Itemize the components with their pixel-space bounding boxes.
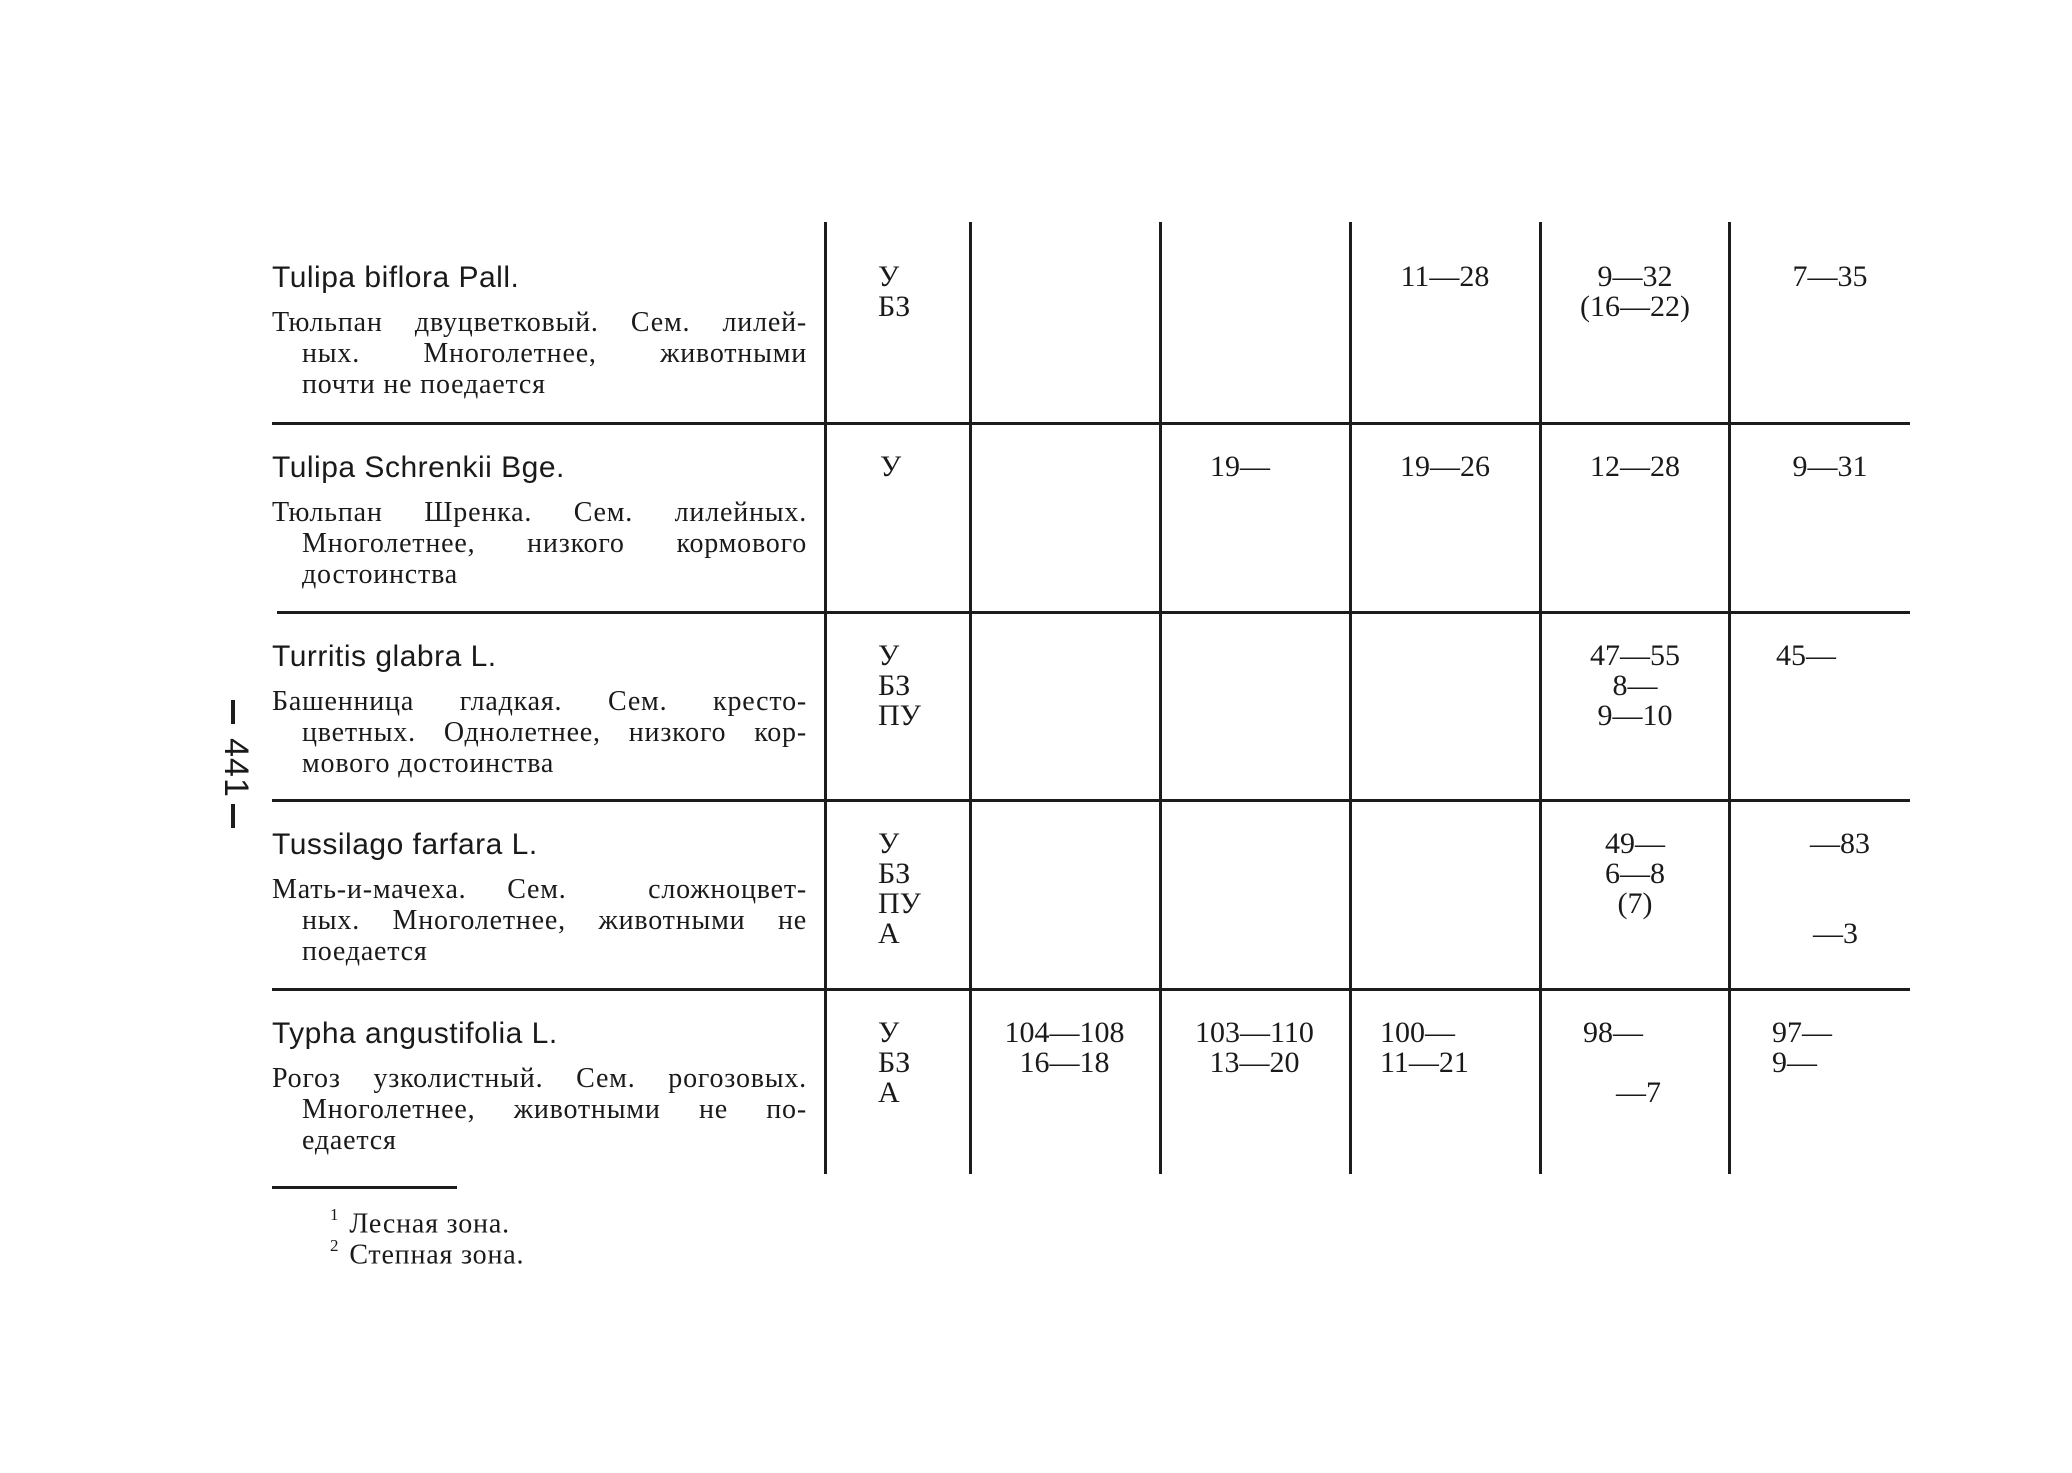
- species-entry: [272, 1018, 807, 1156]
- species-entry: [272, 829, 807, 967]
- value-cell: 19—: [1210, 450, 1270, 483]
- species-description: Башенница гладкая. Сем. кресто- цветных. Однолетнее, низкого кор- мового достоинства: [272, 686, 807, 779]
- species-description: Тюльпан Шренка. Сем. лилейных. Многолетнее, низкого кормового достоинства: [272, 497, 807, 590]
- value-cell: 9—31: [1792, 450, 1868, 483]
- latin-name: Typha angustifolia L.: [272, 1017, 558, 1050]
- zones-cell: У БЗ: [878, 260, 911, 323]
- species-description: Рогоз узколистный. Сем. рогозовых. Многолетнее, животными не по- едается: [272, 1063, 807, 1156]
- value-cell: 104—108 16—18: [1004, 1016, 1125, 1079]
- latin-name: Tussilago farfara L.: [272, 828, 538, 861]
- column-rule: [1539, 222, 1542, 1174]
- zones-cell: У БЗ ПУ А: [878, 827, 921, 950]
- footnote-mark: 1: [330, 1205, 340, 1224]
- row-separator: [272, 422, 1910, 425]
- value-cell: 19—26: [1400, 450, 1490, 483]
- species-entry: [272, 641, 807, 779]
- value-cell: —83: [1810, 827, 1870, 860]
- value-cell: 97— 9—: [1772, 1016, 1832, 1079]
- column-rule: [1728, 222, 1731, 1174]
- value-cell: 100— 11—21: [1380, 1016, 1469, 1079]
- column-rule: [824, 222, 827, 1174]
- row-separator: [277, 611, 1910, 614]
- species-description: Тюльпан двуцветковый. Сем. лилей- ных. Многолетнее, животными почти не поедается: [272, 307, 807, 400]
- row-separator: [272, 799, 1910, 802]
- page-number: [210, 700, 270, 850]
- zones-cell: У БЗ ПУ: [878, 639, 921, 732]
- column-rule: [1349, 222, 1352, 1174]
- value-cell: 11—28: [1400, 260, 1490, 293]
- species-description: Мать-и-мачеха. Сем. сложноцвет- ных. Многолетнее, животными не поедается: [272, 874, 807, 967]
- value-cell: 98—: [1583, 1016, 1643, 1049]
- latin-name: Tulipa biflora Pall.: [272, 261, 520, 294]
- value-cell: 45—: [1776, 639, 1836, 672]
- value-cell: 7—35: [1792, 260, 1868, 293]
- value-cell: 9—32 (16—22): [1580, 260, 1690, 323]
- latin-name: Turritis glabra L.: [272, 640, 497, 673]
- value-cell: 103—110 13—20: [1195, 1016, 1314, 1079]
- value-cell: —7: [1616, 1076, 1661, 1109]
- page-number-text: 441: [217, 738, 255, 798]
- value-cell: 49— 6—8 (7): [1605, 827, 1665, 920]
- footnote-rule: [272, 1186, 457, 1189]
- value-cell: —3: [1813, 917, 1858, 950]
- value-cell: 47—55 8— 9—10: [1590, 639, 1680, 732]
- latin-name: Tulipa Schrenkii Bge.: [272, 451, 565, 484]
- species-entry: [272, 262, 807, 400]
- zones-cell: У: [880, 450, 902, 483]
- species-entry: [272, 452, 807, 590]
- footnote: [330, 1233, 524, 1270]
- row-separator: [272, 988, 1910, 991]
- value-cell: 12—28: [1590, 450, 1680, 483]
- footnote-text: Степная зона.: [349, 1239, 525, 1271]
- zones-cell: У БЗ А: [878, 1016, 911, 1109]
- footnote-text: Лесная зона.: [349, 1208, 510, 1240]
- footnote-mark: 2: [330, 1236, 340, 1255]
